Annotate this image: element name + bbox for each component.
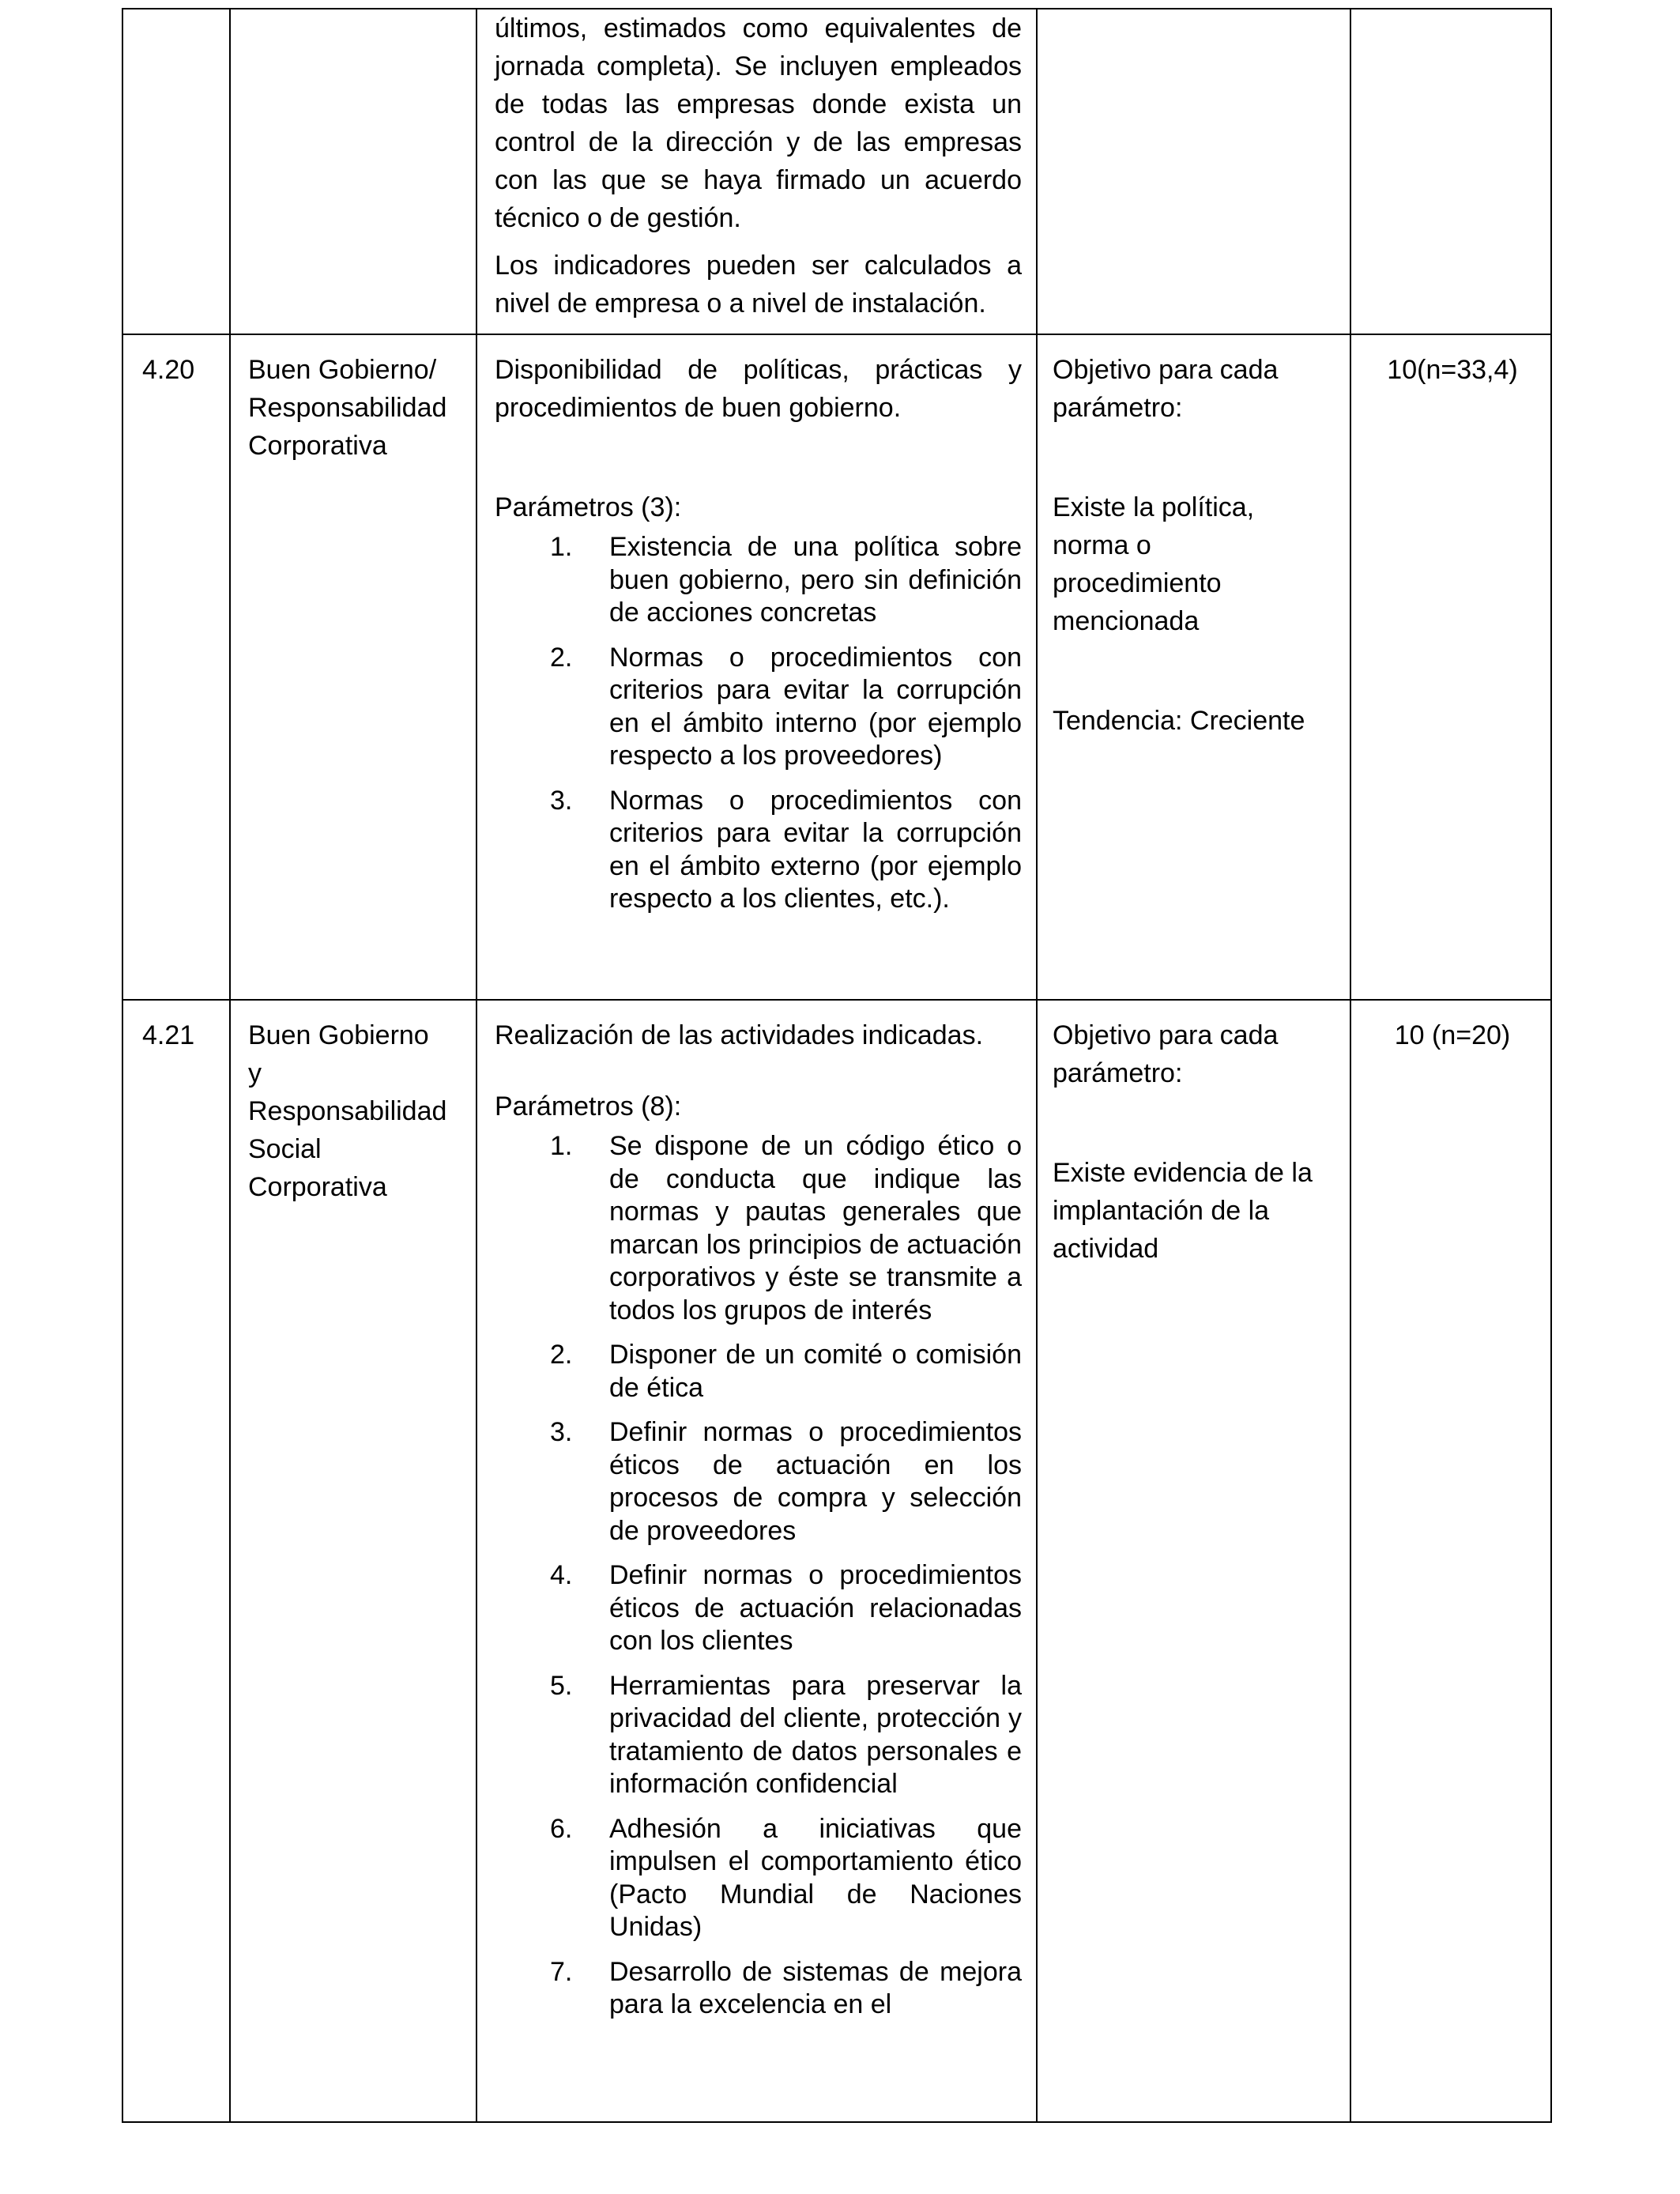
column-divider xyxy=(1350,9,1351,2121)
trend-text: Tendencia: Creciente xyxy=(1053,706,1305,736)
list-item xyxy=(495,1813,1022,1944)
list-item-number: 1. xyxy=(550,1131,573,1161)
list-item-text: Existencia de una política sobre buen gobierno, pero sin definición de acciones concretas xyxy=(609,532,1022,628)
parameters-list xyxy=(495,531,1022,916)
list-item-text: Herramientas para preservar la privacidad del cliente, protección y tratamiento de datos personales e información confidencial xyxy=(609,1670,1022,1799)
list-item-number: 7. xyxy=(550,1956,573,1987)
target-line: implantación de la xyxy=(1053,1196,1270,1226)
row-421-score: 10 (n=20) xyxy=(1394,1020,1511,1050)
description-text: Realización de las actividades indicadas. xyxy=(495,1020,984,1050)
description-paragraph: Los indicadores pueden ser calculados a nivel de empresa o a nivel de instalación. xyxy=(495,251,1022,319)
list-item xyxy=(495,1416,1022,1547)
list-item-number: 2. xyxy=(550,1340,573,1370)
area-line: Buen Gobierno/ xyxy=(248,355,437,385)
list-item xyxy=(495,1559,1022,1658)
area-line: y xyxy=(248,1058,262,1088)
row-420-description xyxy=(495,351,1022,928)
list-item-text: Se dispone de un código ético o de conducta que indique las normas y pautas generales que marcan los principios de actuación corporativos y éste se transmite a todos los grupos de interés xyxy=(609,1131,1022,1325)
list-item-text: Adhesión a iniciativas que impulsen el comportamiento ético (Pacto Mundial de Naciones Unidas) xyxy=(609,1813,1022,1942)
list-item-number: 4. xyxy=(550,1560,573,1590)
area-line: Corporativa xyxy=(248,1172,387,1202)
parameters-heading: Parámetros (8): xyxy=(495,1091,682,1122)
objective-line: parámetro: xyxy=(1053,1058,1183,1088)
list-item xyxy=(495,531,1022,630)
area-line: Buen Gobierno xyxy=(248,1020,429,1050)
row-421-area xyxy=(248,1016,477,1206)
list-item-number: 3. xyxy=(550,1417,573,1447)
row-420-objective xyxy=(1053,351,1345,740)
parameters-list xyxy=(495,1130,1022,2022)
row-421-objective xyxy=(1053,1016,1345,1268)
area-line: Social xyxy=(248,1134,322,1164)
target-line: Existe la política, xyxy=(1053,492,1255,522)
description-paragraph: últimos, estimados como equivalentes de jornada completa). Se incluyen empleados de todas las empresas donde exista un control de la dirección y de las empresas con las que se haya firmado un acuerdo técnico o de gestión. xyxy=(495,13,1022,233)
list-item-text: Definir normas o procedimientos éticos de actuación relacionadas con los clientes xyxy=(609,1560,1022,1656)
row-420-area xyxy=(248,351,477,465)
list-item-text: Normas o procedimientos con criterios para evitar la corrupción en el ámbito externo (por ejemplo respecto a los clientes, etc.). xyxy=(609,785,1022,914)
list-item xyxy=(495,1339,1022,1404)
list-item xyxy=(495,642,1022,773)
list-item xyxy=(495,1670,1022,1801)
target-line: actividad xyxy=(1053,1234,1159,1264)
parameters-heading: Parámetros (3): xyxy=(495,492,682,522)
objective-line: parámetro: xyxy=(1053,393,1183,423)
list-item-text: Disponer de un comité o comisión de ética xyxy=(609,1340,1022,1403)
list-item xyxy=(495,1956,1022,2022)
row-421-code: 4.21 xyxy=(142,1020,195,1050)
target-line: procedimiento xyxy=(1053,568,1222,598)
list-item-text: Normas o procedimientos con criterios para evitar la corrupción en el ámbito interno (por ejemplo respecto a los proveedores) xyxy=(609,642,1022,771)
column-divider xyxy=(229,9,231,2121)
row-420-score: 10(n=33,4) xyxy=(1387,355,1518,385)
list-item xyxy=(495,785,1022,916)
objective-line: Objetivo para cada xyxy=(1053,355,1279,385)
list-item-number: 6. xyxy=(550,1813,573,1844)
list-item-number: 2. xyxy=(550,642,573,673)
row-420-code: 4.20 xyxy=(142,355,195,385)
indicator-table xyxy=(122,8,1552,2123)
row-divider xyxy=(123,334,1550,335)
top-row-description xyxy=(495,9,1022,322)
list-item xyxy=(495,1130,1022,1327)
list-item-number: 3. xyxy=(550,785,573,816)
area-line: Responsabilidad xyxy=(248,393,447,423)
area-line: Corporativa xyxy=(248,431,387,461)
row-divider xyxy=(123,999,1550,1001)
list-item-text: Definir normas o procedimientos éticos de actuación en los procesos de compra y selección de proveedores xyxy=(609,1417,1022,1546)
row-421-description xyxy=(495,1016,1022,2034)
target-line: mencionada xyxy=(1053,606,1200,636)
list-item-number: 5. xyxy=(550,1670,573,1701)
list-item-number: 1. xyxy=(550,532,573,562)
list-item-text: Desarrollo de sistemas de mejora para la excelencia en el xyxy=(609,1956,1022,2019)
column-divider xyxy=(1036,9,1038,2121)
area-line: Responsabilidad xyxy=(248,1096,447,1126)
target-line: Existe evidencia de la xyxy=(1053,1158,1313,1188)
description-text: Disponibilidad de políticas, prácticas y procedimientos de buen gobierno. xyxy=(495,355,1022,423)
target-line: norma o xyxy=(1053,530,1151,560)
objective-line: Objetivo para cada xyxy=(1053,1020,1279,1050)
